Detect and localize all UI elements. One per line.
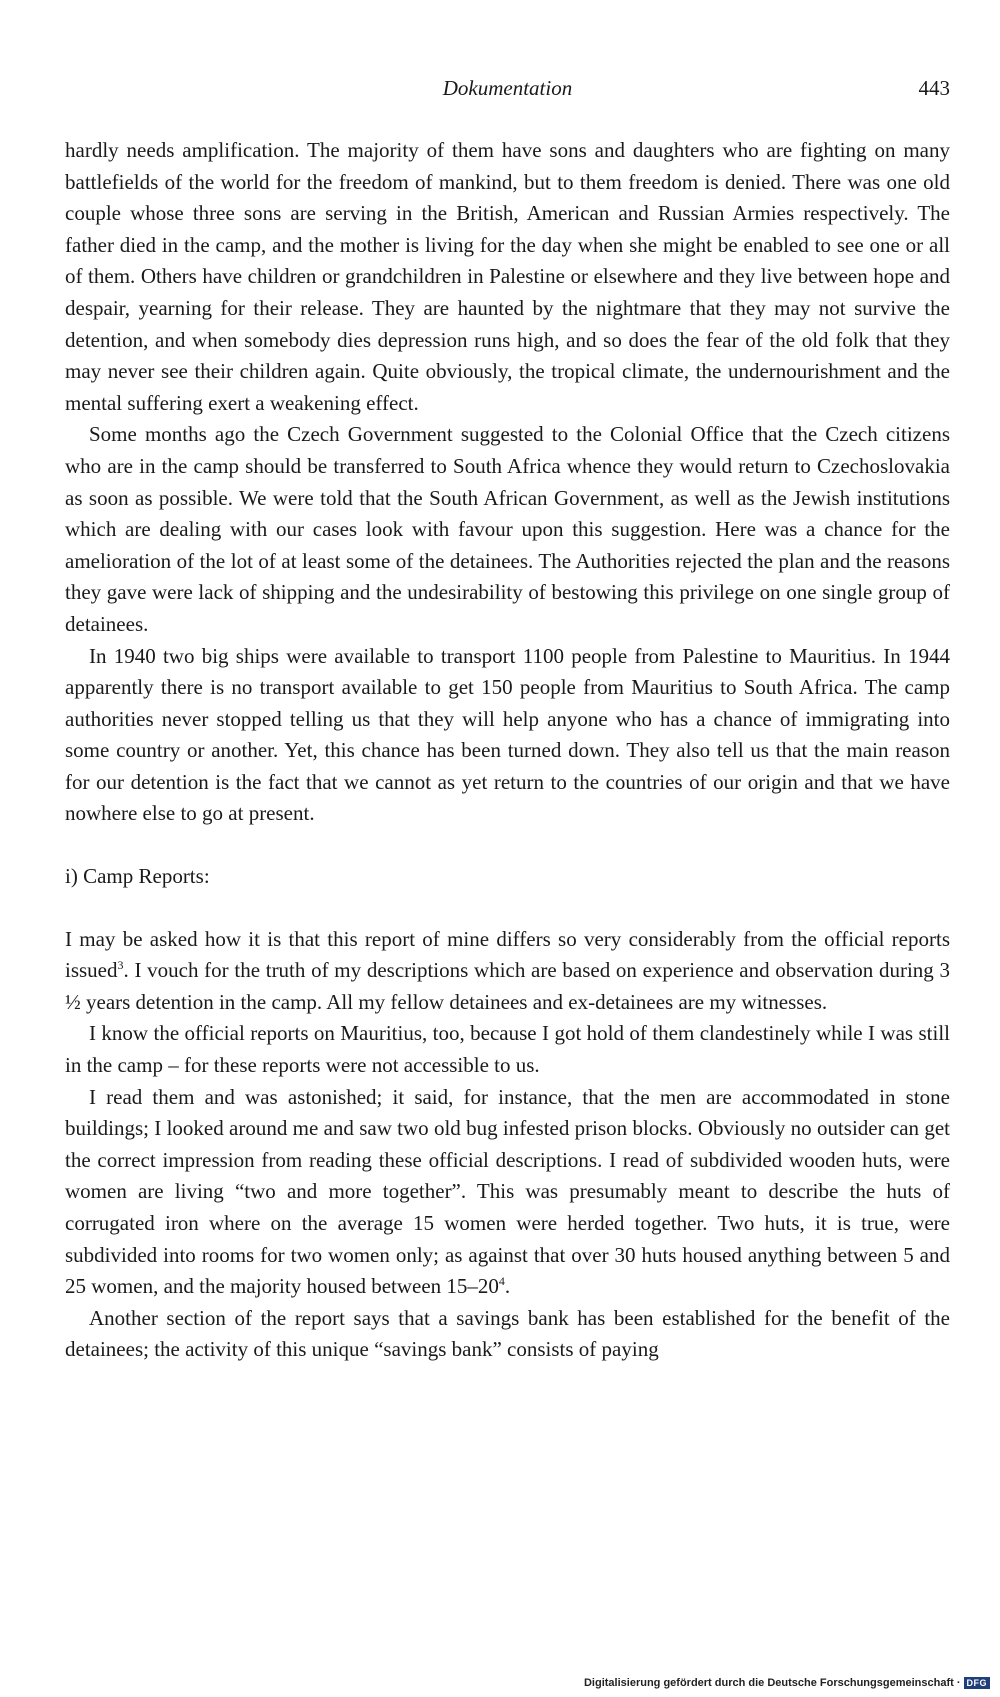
footnote-ref-3: 3 xyxy=(117,958,124,973)
running-head xyxy=(65,76,950,106)
running-title: Dokumentation xyxy=(442,76,573,100)
footer-text: Digitalisierung gefördert durch die Deutsche Forschungsgemeinschaft · xyxy=(583,1677,961,1689)
paragraph-4 xyxy=(65,924,950,1019)
paragraph-5: I know the official reports on Mauritius, too, because I got hold of them clandestinely while I was still in the camp – for these reports were not accessible to us. xyxy=(65,1021,950,1078)
page-number: 443 xyxy=(918,76,950,100)
paragraph-7: Another section of the report says that a savings bank has been established for the benefit of the detainees; the activity of this unique “savings bank” consists of paying xyxy=(65,1305,950,1362)
paragraph-4-text-a: I may be asked how it is that this report of mine differs so very considerably from the official reports issued xyxy=(65,926,950,983)
paragraph-6 xyxy=(65,1082,950,1303)
paragraph-4-text-b: . I vouch for the truth of my descriptions which are based on experience and observation during 3 ½ years detention in the camp. All my fellow detainees and ex-detainees are my witnesses. xyxy=(65,958,950,1014)
dfg-logo-icon: DFG xyxy=(964,1677,991,1689)
footnote-ref-4: 4 xyxy=(498,1274,505,1289)
paragraph-6-text-a: I read them and was astonished; it said, for instance, that the men are accommodated in stone buildings; I looked around me and saw two old bug infested prison blocks. Obviously no outsider can get the correct impression from reading these official descriptions. I read of subdivided wooden huts, were women are living “two and more together”. This was presumably meant to describe the huts of corrugated iron where on the average 15 women were herded together. Two huts, it is true, were subdivided into rooms for two women only; as against that over 30 huts housed anything between 5 and 25 women, and the majority housed between 15–20 xyxy=(65,1084,950,1299)
paragraph-6-text-b: . xyxy=(504,1274,511,1299)
body-text xyxy=(65,135,950,1366)
paragraph-2: Some months ago the Czech Government suggested to the Colonial Office that the Czech citizens who are in the camp should be transferred to South Africa whence they would return to Czechoslovakia as soon as possible. We were told that the South African Government, as well as the Jewish institutions which are dealing with our cases look with favour upon this suggestion. Here was a chance for the amelioration of the lot of at least some of the detainees. The Authorities rejected the plan and the reasons they gave were lack of shipping and the undesirability of bestowing this privilege on one single group of detainees. xyxy=(65,422,950,636)
digitization-footer xyxy=(584,1677,990,1689)
section-heading: i) Camp Reports: xyxy=(65,864,210,889)
paragraph-1: hardly needs amplification. The majority of them have sons and daughters who are fighting on many battlefields of the world for the freedom of mankind, but to them freedom is denied. There was one old couple whose three sons are serving in the British, American and Russian Armies respectively. The father died in the camp, and the mother is living for the day when she might be enabled to see one or all of them. Others have children or grandchildren in Palestine or elsewhere and they live between hope and despair, yearning for their release. They are haunted by the nightmare that they may not survive the detention, and when somebody dies depression runs high, and so does the fear of the old folk that they may never see their children again. Quite obviously, the tropical climate, the undernourishment and the mental suffering exert a weakening effect. xyxy=(65,138,950,415)
paragraph-3: In 1940 two big ships were available to transport 1100 people from Palestine to Mauritius. In 1944 apparently there is no transport available to get 150 people from Mauritius to South Africa. The camp authorities never stopped telling us that they will help anyone who has a chance of immigrating into some country or another. Yet, this chance has been turned down. They also tell us that the main reason for our detention is the fact that we cannot as yet return to the countries of our origin and that we have nowhere else to go at present. xyxy=(65,643,950,826)
